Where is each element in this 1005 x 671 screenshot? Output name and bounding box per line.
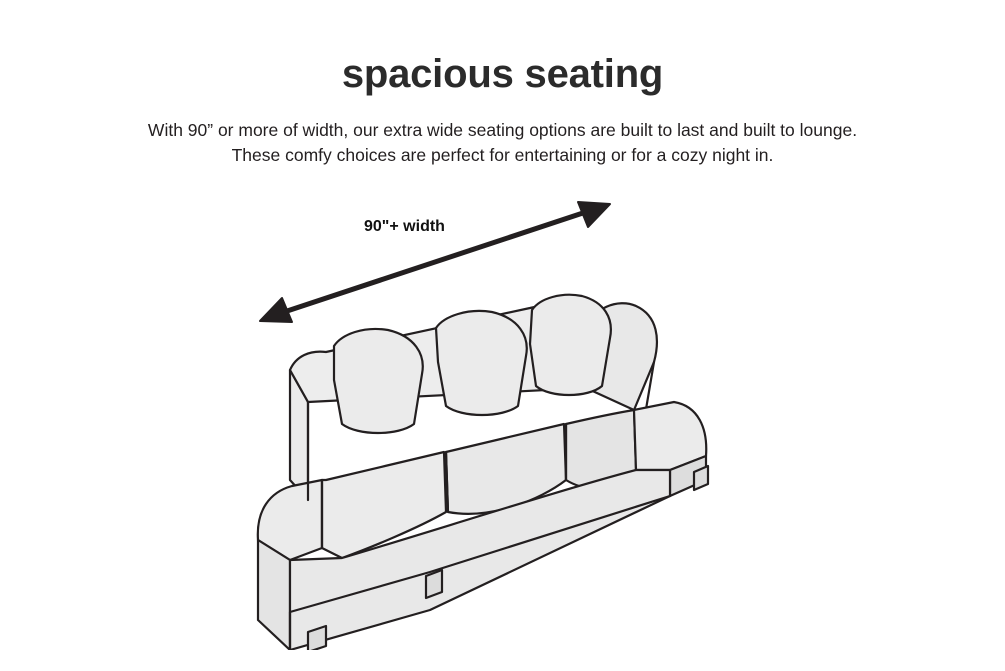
subcopy-block: [0, 118, 1005, 169]
subcopy-line-2: These comfy choices are perfect for entertaining or for a cozy night in.: [231, 145, 774, 166]
back-pillow-1: [334, 329, 423, 433]
sofa-illustration: [230, 180, 790, 650]
subcopy-line-1: With 90” or more of width, our extra wide seating options are built to last and built to lounge.: [147, 120, 858, 140]
sofa-left-arm-front: [258, 540, 290, 650]
arrow-head-left: [260, 298, 292, 322]
page-title: spacious seating: [341, 52, 664, 96]
dimension-label: 90"+ width: [364, 218, 445, 235]
back-pillow-3: [530, 295, 611, 395]
sofa-leg-front: [426, 570, 442, 598]
back-pillow-2: [436, 311, 527, 415]
arrow-head-right: [578, 202, 610, 227]
